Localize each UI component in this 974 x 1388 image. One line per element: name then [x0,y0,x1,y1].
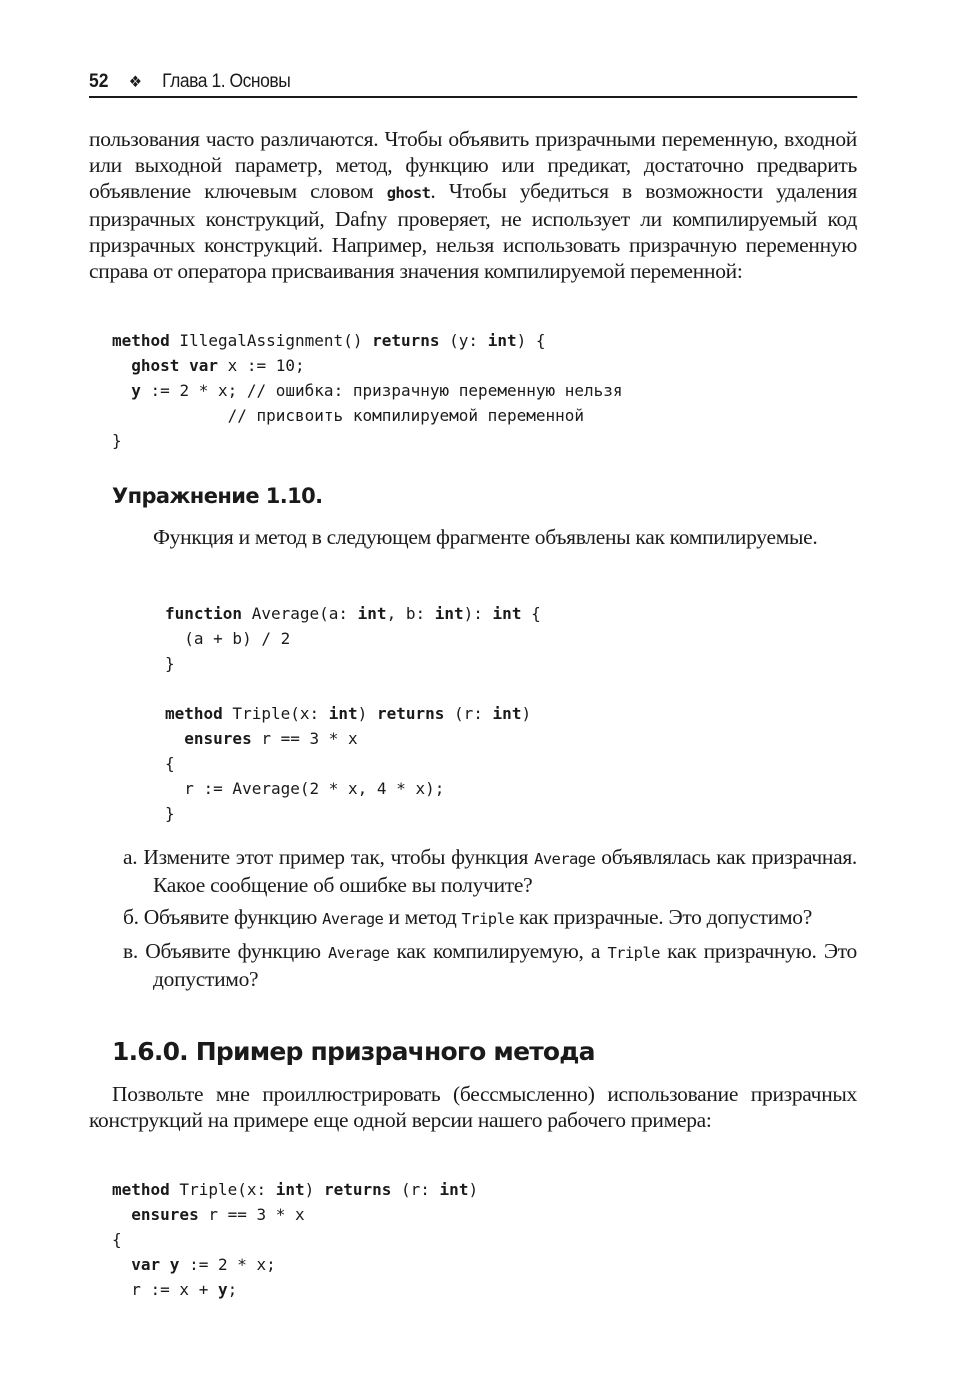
code-token: ) [468,1180,479,1199]
code-token: ) [304,1180,324,1199]
exercise-title: Упражнение 1.10. [112,484,323,508]
code-line [112,378,623,403]
question-text: как призрачные. Это допустимо? [513,905,812,929]
code-token: ) [521,704,532,723]
code-line [165,701,541,726]
exercise-question [123,938,857,992]
code-keyword: int [357,604,387,623]
code-keyword: ensures [184,729,252,748]
code-keyword: method [112,1180,170,1199]
code-token: Average(a: [242,604,358,623]
code-line [112,1177,478,1202]
code-token: } [165,654,175,673]
code-keyword: y [131,381,141,400]
code-block-ghost-method [112,1177,478,1302]
code-keyword: int [492,604,522,623]
code-keyword: method [165,704,223,723]
code-line [112,1277,478,1302]
code-token [165,729,184,748]
code-token: (y: [439,331,488,350]
code-keyword: ensures [131,1205,199,1224]
code-keyword: returns [376,704,445,723]
question-text: и метод [383,905,462,929]
inline-code: Average [328,944,390,962]
code-token: (a + b) / 2 [165,629,291,648]
code-line [165,726,541,751]
list-marker: а. [123,845,138,869]
code-token: r == 3 * x [198,1205,305,1224]
ornament-icon: ❖ [128,74,142,91]
code-token: r := x + [112,1280,218,1299]
question-text: как призрачную. Это допустимо? [153,939,857,991]
paragraph-text: пользования часто различаются. Чтобы объявить призрачными переменную, входной или выходной параметр, метод, функцию или предикат, достаточно предварить объявление ключевым словом [89,127,857,203]
question-text: объявлялась как призрачная. Какое сообщение об ошибке вы получите? [153,845,857,897]
code-keyword: int [434,604,464,623]
code-token [112,381,131,400]
code-line [165,801,541,826]
code-token [112,1205,131,1224]
code-token: (r: [444,704,493,723]
exercise-question [123,844,857,898]
question-text: Объявите функцию [138,905,323,929]
code-line [165,601,541,626]
question-text: Измените этот пример так, чтобы функция [137,845,535,869]
code-keyword: int [439,1180,469,1199]
inline-code: Average [322,910,384,928]
code-token: } [112,431,122,450]
code-token: ): [463,604,493,623]
code-line [165,676,541,701]
code-token: := 2 * x; // ошибка: призрачную переменную нельзя [140,381,623,400]
code-line [112,1252,478,1277]
inline-code: Triple [461,910,514,928]
code-keyword: int [328,704,358,723]
code-token [112,1255,131,1274]
code-line [165,626,541,651]
code-keyword: function [165,604,243,623]
code-keyword: returns [372,331,440,350]
inline-code: Triple [607,944,660,962]
inline-code: Average [534,850,596,868]
code-token: IllegalAssignment() [169,331,373,350]
code-line [112,1202,478,1227]
code-token: { [521,604,541,623]
exercise-question [123,904,857,932]
code-line [165,751,541,776]
code-keyword: int [492,704,522,723]
inline-code-ghost: ghost [386,184,431,202]
question-text: Объявите функцию [137,939,329,963]
code-token: // присвоить компилируемой переменной [112,406,585,425]
code-line [112,1227,478,1252]
code-token: ) [357,704,377,723]
code-token: ) { [516,331,546,350]
code-keyword: var y [131,1255,180,1274]
code-token: } [165,804,175,823]
exercise-intro: Функция и метод в следующем фрагменте объявлены как компилируемые. [153,525,818,549]
code-keyword: y [217,1280,228,1299]
code-block-average-triple [165,601,541,826]
chapter-title: Глава 1. Основы [162,71,291,92]
code-line [165,651,541,676]
code-token: Triple(x: [169,1180,276,1199]
code-line [112,328,623,353]
paragraph-text: . Чтобы убедиться в возможности удаления призрачных конструкций, Dafny проверяет, не использует ли компилируемый код призрачных конструкций. Например, нельзя использовать призрачную переменную справа от оператора присваивания значения компилируемой переменной: [89,179,857,283]
list-marker: б. [123,905,139,929]
code-keyword: method [112,331,170,350]
code-token: x := 10; [217,356,305,375]
paragraph-ghost-intro [89,126,857,284]
exercise-questions [123,844,857,998]
code-keyword: int [487,331,517,350]
code-keyword: int [275,1180,305,1199]
code-line [112,403,623,428]
code-line [112,353,623,378]
code-token: ; [227,1280,238,1299]
code-line [165,776,541,801]
code-token: { [165,754,175,773]
code-line [112,428,623,453]
code-token: r := Average(2 * x, 4 * x); [165,779,445,798]
code-token: := 2 * x; [179,1255,276,1274]
section-paragraph: Позвольте мне проиллюстрировать (бессмысленно) использование призрачных конструкций на примере еще одной версии нашего рабочего примера: [89,1082,857,1132]
code-block-illegal-assignment [112,328,623,453]
code-token: , b: [386,604,435,623]
list-marker: в. [123,939,138,963]
running-header [89,68,857,98]
code-token: Triple(x: [222,704,329,723]
question-text: как компилируемую, а [389,939,608,963]
code-token: { [112,1230,122,1249]
code-token [112,356,131,375]
page-number: 52 [89,71,109,92]
code-token: (r: [391,1180,440,1199]
code-token: r == 3 * x [251,729,358,748]
section-heading: 1.6.0. Пример призрачного метода [112,1037,595,1066]
code-keyword: ghost var [131,356,218,375]
code-keyword: returns [323,1180,392,1199]
